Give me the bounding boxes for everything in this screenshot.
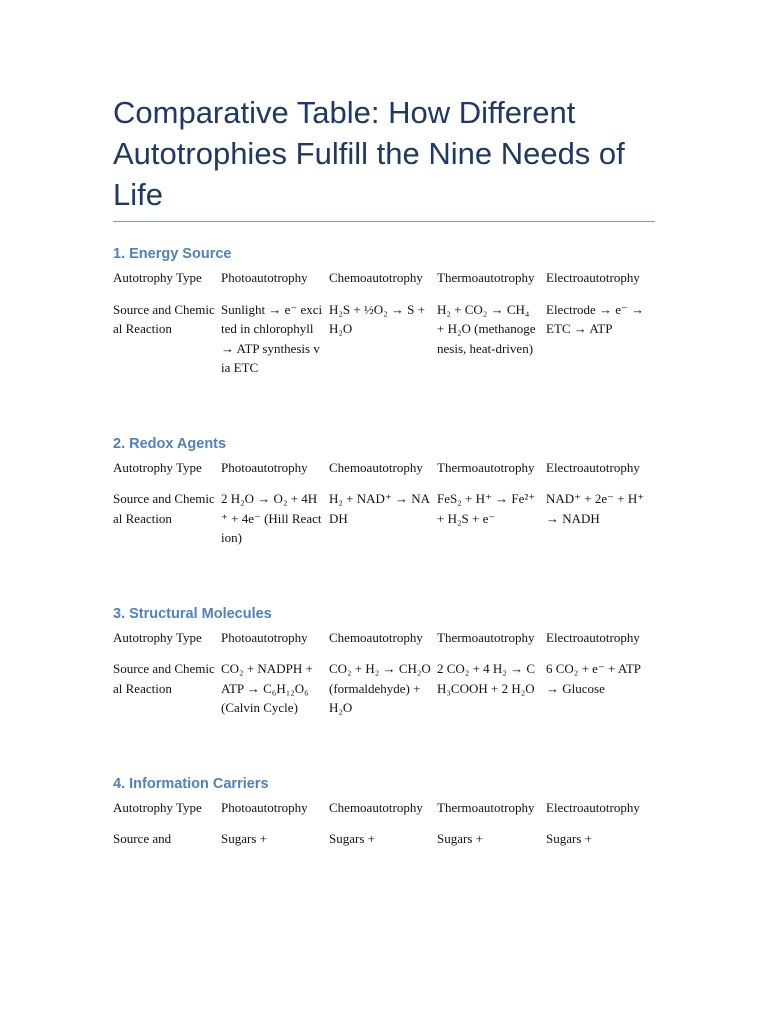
table-cell: Photoautotrophy: [221, 799, 308, 815]
table-cell: CO₂ + NADPH + ATP → C₆H₁₂O₆ (Calvin Cycle): [221, 661, 313, 715]
section-redox-agents: [113, 434, 655, 560]
table-header-row: [113, 458, 655, 490]
table-cell: FeS₂ + H⁺ → Fe²⁺ + H₂S + e⁻: [437, 491, 536, 526]
table-cell: H₂S + ½O₂ → S + H₂O: [329, 301, 425, 336]
table-cell: Thermoautotrophy: [437, 799, 535, 815]
table-cell: H₂ + CO₂ → CH₄ + H₂O (methanogenesis, heat-driven): [437, 301, 536, 356]
table-row: [113, 300, 655, 390]
table-cell: H₂ + NAD⁺ → NADH: [329, 491, 431, 526]
table-cell: Electroautotrophy: [546, 459, 640, 475]
table-row: [113, 659, 655, 730]
table-cell: 6 CO₂ + e⁻ + ATP → Glucose: [546, 661, 641, 696]
section-heading: 1. Energy Source: [113, 246, 232, 262]
document-title: Comparative Table: How Different Autotrophies Fulfill the Nine Needs of Life: [113, 92, 655, 222]
section-heading: 2. Redox Agents: [113, 435, 227, 452]
table-cell: Electroautotrophy: [546, 629, 640, 645]
section-structural-molecules: [113, 604, 655, 730]
table-header-row: [113, 798, 655, 830]
section-heading: 4. Information Carriers: [113, 775, 269, 792]
comparison-table: [113, 268, 655, 390]
table-cell: Sugars +: [221, 831, 267, 846]
table-cell: Autotrophy Type: [113, 629, 202, 645]
table-cell: Photoautotrophy: [221, 270, 308, 285]
table-cell: Autotrophy Type: [113, 270, 202, 285]
table-cell: Electroautotrophy: [546, 799, 640, 815]
table-cell: Electroautotrophy: [546, 270, 640, 285]
table-cell: Source and Chemical Reaction: [113, 301, 215, 336]
table-header-row: [113, 268, 655, 300]
table-cell: Chemoautotrophy: [329, 629, 423, 645]
table-cell: Autotrophy Type: [113, 799, 202, 815]
table-cell: 2 CO₂ + 4 H₂ → CH₃COOH + 2 H₂O: [437, 661, 536, 696]
table-cell: CO₂ + H₂ → CH₂O (formaldehyde) + H₂O: [329, 661, 431, 715]
table-cell: 2 H₂O → O₂ + 4H⁺ + 4e⁻ (Hill Reaction): [221, 491, 322, 545]
table-cell: NAD⁺ + 2e⁻ + H⁺ → NADH: [546, 491, 645, 526]
comparison-table: [113, 628, 655, 730]
table-row: [113, 829, 655, 861]
table-cell: Photoautotrophy: [221, 629, 308, 645]
table-cell: Source and: [113, 831, 172, 846]
table-cell: Electrode → e⁻ → ETC → ATP: [546, 301, 645, 336]
table-cell: Sunlight → e⁻ excited in chlorophyll → ATP synthesis via ETC: [221, 301, 323, 375]
table-cell: Sugars +: [437, 831, 483, 846]
table-cell: Thermoautotrophy: [437, 459, 535, 475]
table-cell: Source and Chemical Reaction: [113, 491, 215, 526]
table-cell: Sugars +: [329, 831, 375, 846]
section-information-carriers: [113, 774, 655, 861]
comparison-table: [113, 798, 655, 861]
section-heading: 3. Structural Molecules: [113, 605, 272, 622]
table-header-row: [113, 628, 655, 660]
table-cell: Chemoautotrophy: [329, 459, 423, 475]
document-page: [113, 92, 655, 861]
section-energy-source: [113, 244, 655, 390]
table-cell: Thermoautotrophy: [437, 270, 535, 285]
table-cell: Chemoautotrophy: [329, 799, 423, 815]
table-cell: Photoautotrophy: [221, 459, 308, 475]
table-cell: Thermoautotrophy: [437, 629, 535, 645]
comparison-table: [113, 458, 655, 560]
table-cell: Sugars +: [546, 831, 592, 846]
table-cell: Autotrophy Type: [113, 459, 202, 475]
table-cell: Chemoautotrophy: [329, 270, 423, 285]
table-cell: Source and Chemical Reaction: [113, 661, 215, 696]
table-row: [113, 489, 655, 560]
